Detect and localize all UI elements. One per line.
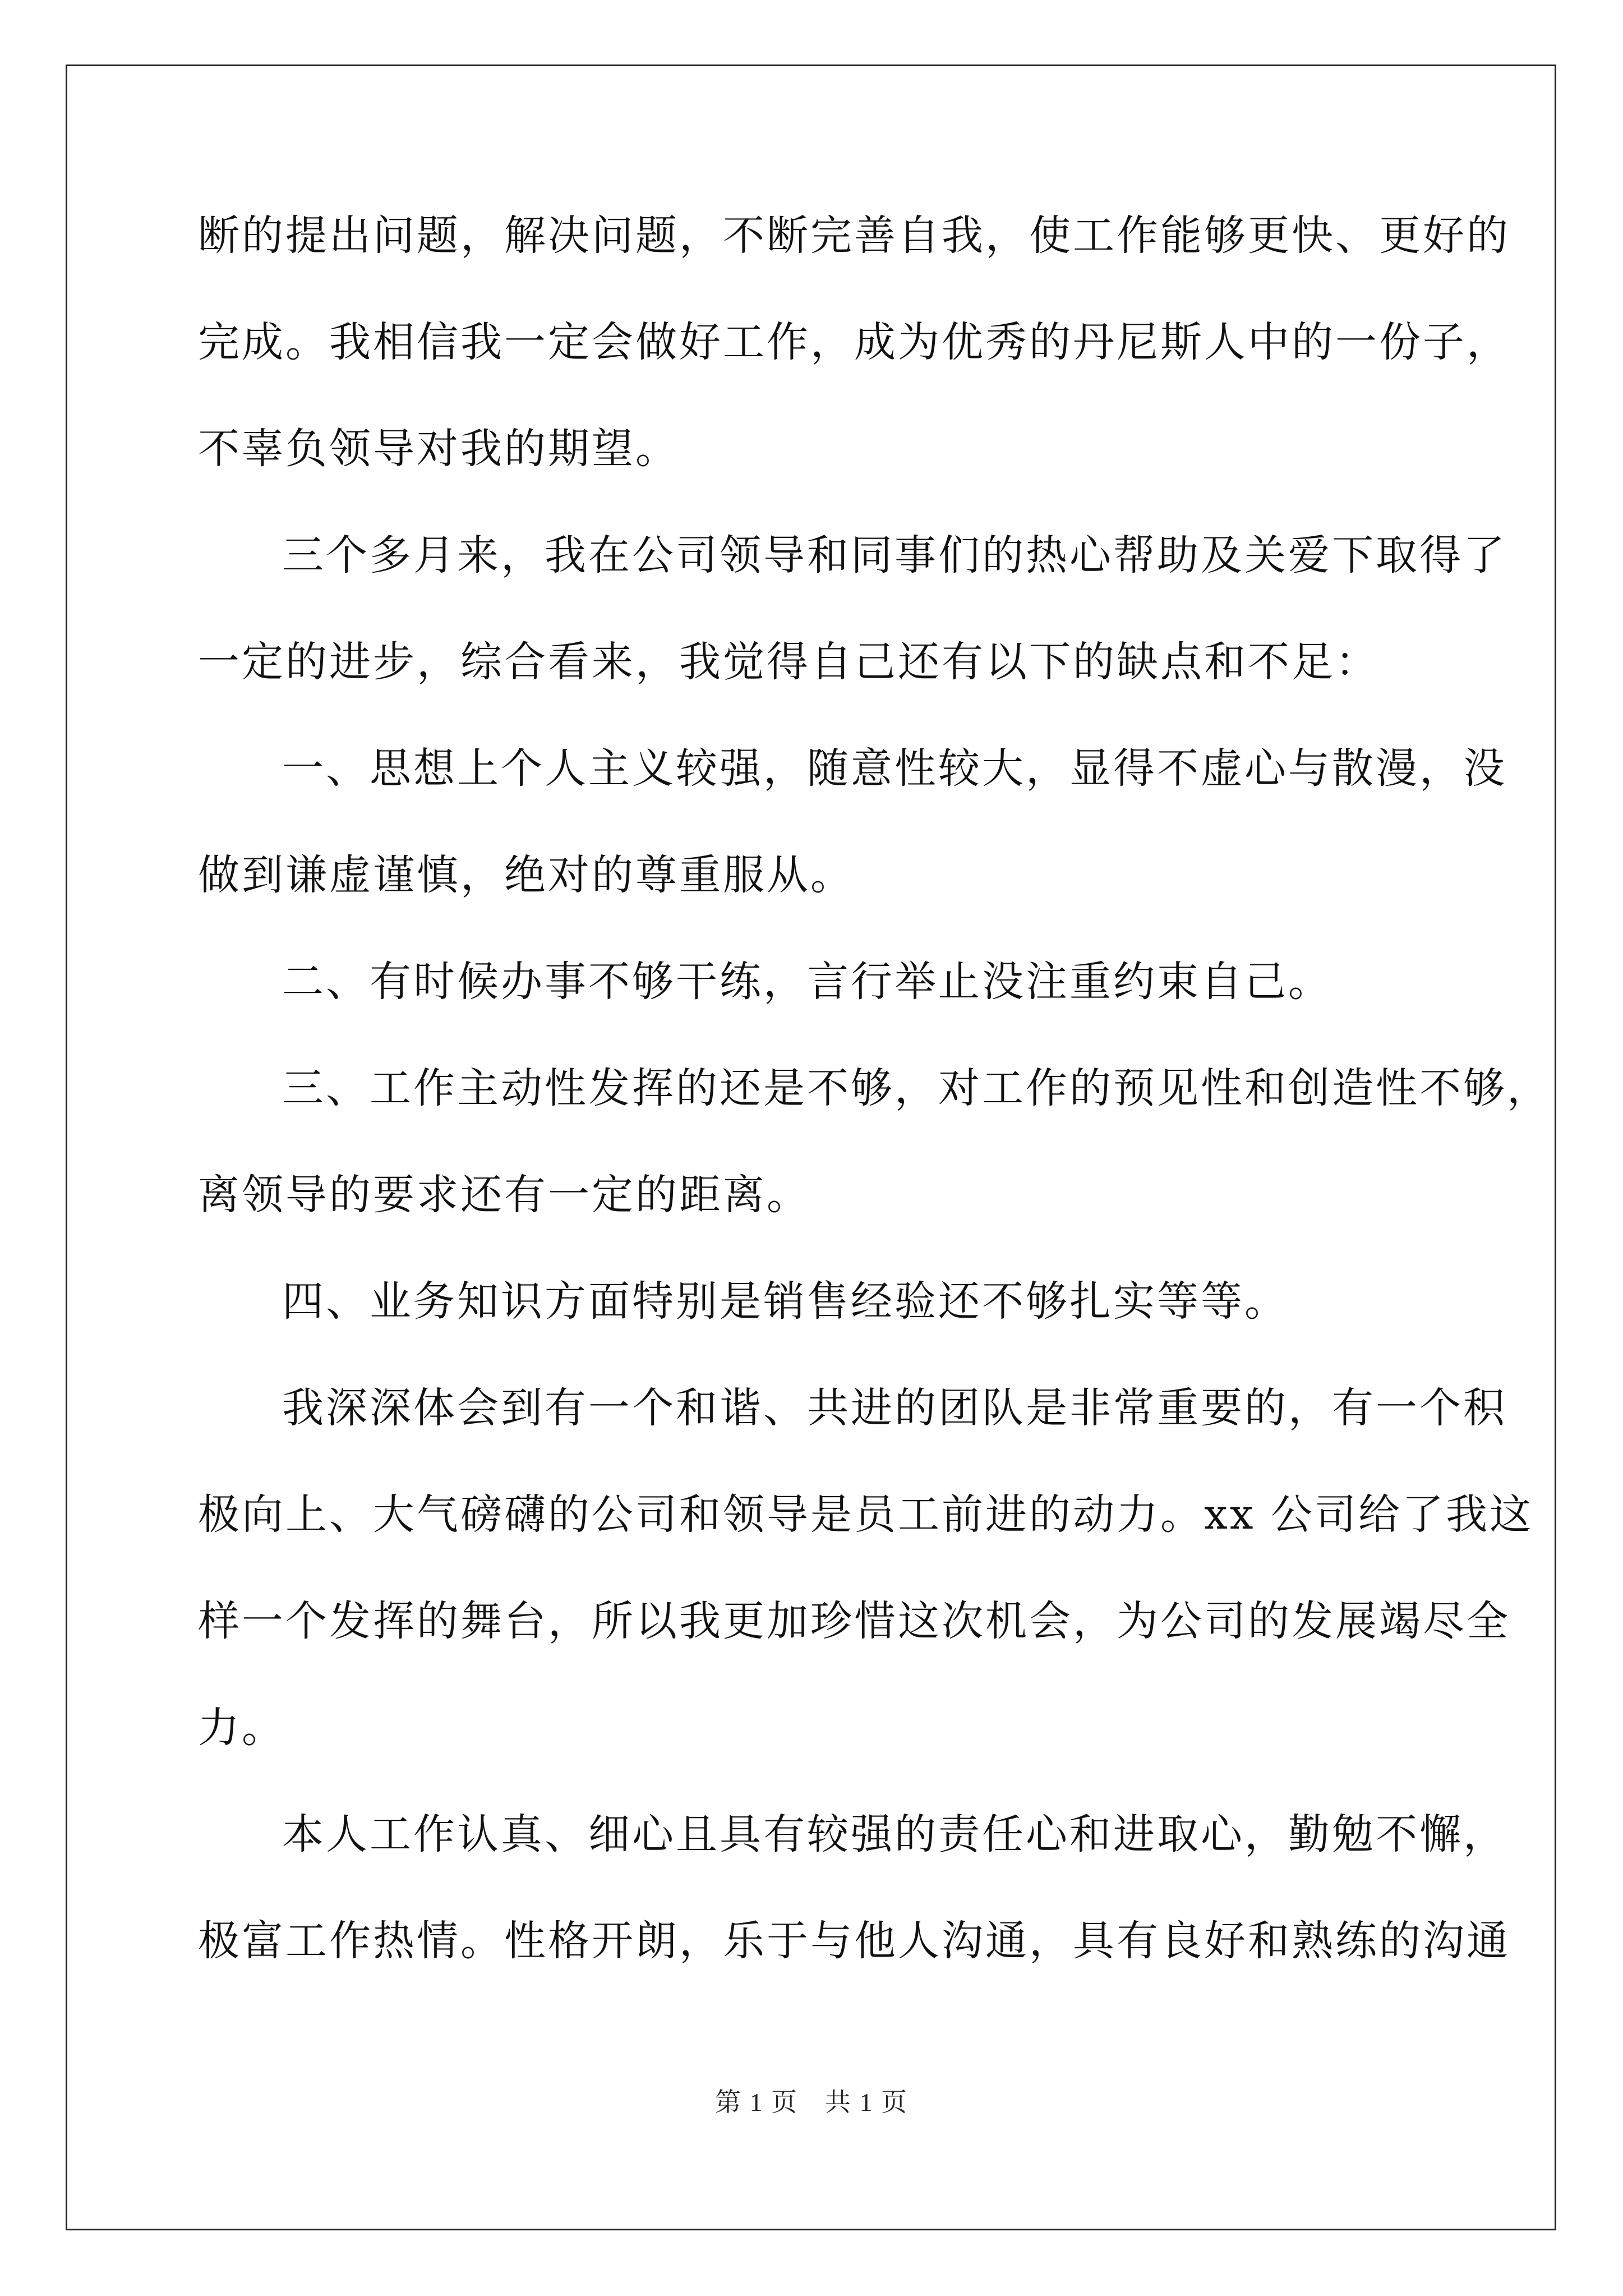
text-line: 一定的进步，综合看来，我觉得自己还有以下的缺点和不足： [198, 638, 1379, 686]
page-number-footer: 第 1 页 共 1 页 [715, 2088, 908, 2116]
text-line: 极富工作热情。性格开朗，乐于与他人沟通，具有良好和熟练的沟通 [198, 1917, 1510, 1965]
paragraph-first-line: 二、有时候办事不够干练，言行举止没注重约束自己。 [282, 958, 1332, 1006]
text-line: 离领导的要求还有一定的距离。 [198, 1171, 810, 1219]
text-line: 做到谦虚谨慎，绝对的尊重服从。 [198, 851, 854, 899]
paragraph-first-line: 本人工作认真、细心且具有较强的责任心和进取心，勤勉不懈， [282, 1810, 1507, 1858]
paragraph-first-line: 我深深体会到有一个和谐、共进的团队是非常重要的，有一个积 [282, 1384, 1507, 1432]
text-line: 极向上、大气磅礴的公司和领导是员工前进的动力。xx 公司给了我这 [198, 1490, 1533, 1539]
paragraph-first-line: 三、工作主动性发挥的还是不够，对工作的预见性和创造性不够， [282, 1064, 1551, 1112]
paragraph-first-line: 四、业务知识方面特别是销售经验还不够扎实等等。 [282, 1277, 1288, 1326]
text-line: 样一个发挥的舞台，所以我更加珍惜这次机会，为公司的发展竭尽全 [198, 1597, 1510, 1645]
text-line: 完成。我相信我一定会做好工作，成为优秀的丹尼斯人中的一份子， [198, 318, 1510, 366]
text-line: 力。 [198, 1704, 285, 1752]
paragraph-first-line: 一、思想上个人主义较强，随意性较大，显得不虚心与散漫，没 [282, 744, 1507, 793]
text-line: 断的提出问题，解决问题，不断完善自我，使工作能够更快、更好的 [198, 211, 1510, 260]
text-line: 不辜负领导对我的期望。 [198, 425, 679, 473]
page-border [66, 65, 1556, 2230]
paragraph-first-line: 三个多月来，我在公司领导和同事们的热心帮助及关爱下取得了 [282, 531, 1507, 579]
